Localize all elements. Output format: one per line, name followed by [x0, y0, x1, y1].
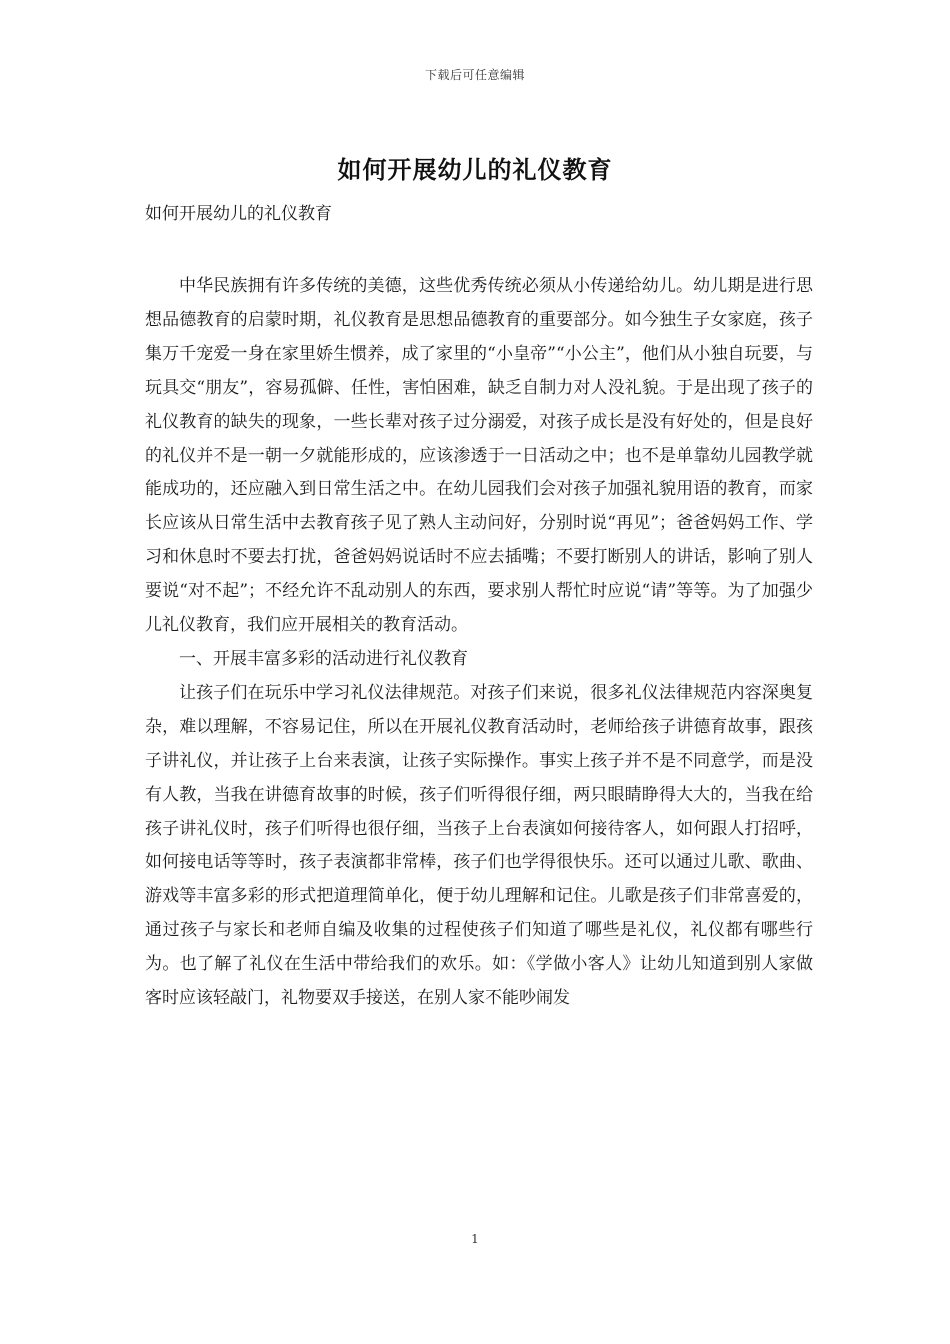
paragraph-activities: 让孩子们在玩乐中学习礼仪法律规范。对孩子们来说，很多礼仪法律规范内容深奥复杂，难以理解，不容易记住，所以在开展礼仪教育活动时，老师给孩子讲德育故事，跟孩子讲礼仪，并让孩子上台来表演，让孩子实际操作。事实上孩子并不是不同意学，而是没有人教，当我在讲德育故事的时候，孩子们听得很仔细，两只眼睛睁得大大的，当我在给孩子讲礼仪时，孩子们听得也很仔细，当孩子上台表演如何接待客人，如何跟人打招呼，如何接电话等等时，孩子表演都非常棒，孩子们也学得很快乐。还可以通过儿歌、歌曲、游戏等丰富多彩的形式把道理简单化，便于幼儿理解和记住。儿歌是孩子们非常喜爱的，通过孩子与家长和老师自编及收集的过程使孩子们知道了哪些是礼仪，礼仪都有哪些行为。也了解了礼仪在生活中带给我们的欢乐。如：《学做小客人》让幼儿知道到别人家做客时应该轻敲门，礼物要双手接送，在别人家不能吵闹发 — [145, 682, 813, 1009]
page-header: 下载后可任意编辑 — [424, 68, 525, 82]
page-number: 1 — [471, 1232, 479, 1246]
document-title: 如何开展幼儿的礼仪教育 — [337, 156, 613, 184]
document-subtitle: 如何开展幼儿的礼仪教育 — [145, 204, 332, 224]
document-body — [145, 270, 813, 1016]
paragraph-intro: 中华民族拥有许多传统的美德，这些优秀传统必须从小传递给幼儿。幼儿期是进行思想品德教育的启蒙时期，礼仪教育是思想品德教育的重要部分。如今独生子女家庭，孩子集万千宠爱一身在家里娇生惯养，成了家里的“小皇帝”“小公主”，他们从小独自玩要，与玩具交“朋友”，容易孤僻、任性，害怕困难，缺乏自制力对人没礼貌。于是出现了孩子的礼仪教育的缺失的现象，一些长辈对孩子过分溺爱，对孩子成长是没有好处的，但是良好的礼仪并不是一朝一夕就能形成的，应该渗透于一日活动之中；也不是单靠幼儿园教学就能成功的，还应融入到日常生活之中。在幼儿园我们会对孩子加强礼貌用语的教育，而家长应该从日常生活中去教育孩子见了熟人主动问好，分别时说“再见”；爸爸妈妈工作、学习和休息时不要去打扰，爸爸妈妈说话时不应去插嘴；不要打断别人的讲话，影响了别人要说“对不起”；不经允许不乱动别人的东西，要求别人帮忙时应说“请”等等。为了加强少儿礼仪教育，我们应开展相关的教育活动。 — [145, 276, 813, 636]
section-heading: 一、开展丰富多彩的活动进行礼仪教育 — [179, 648, 468, 669]
